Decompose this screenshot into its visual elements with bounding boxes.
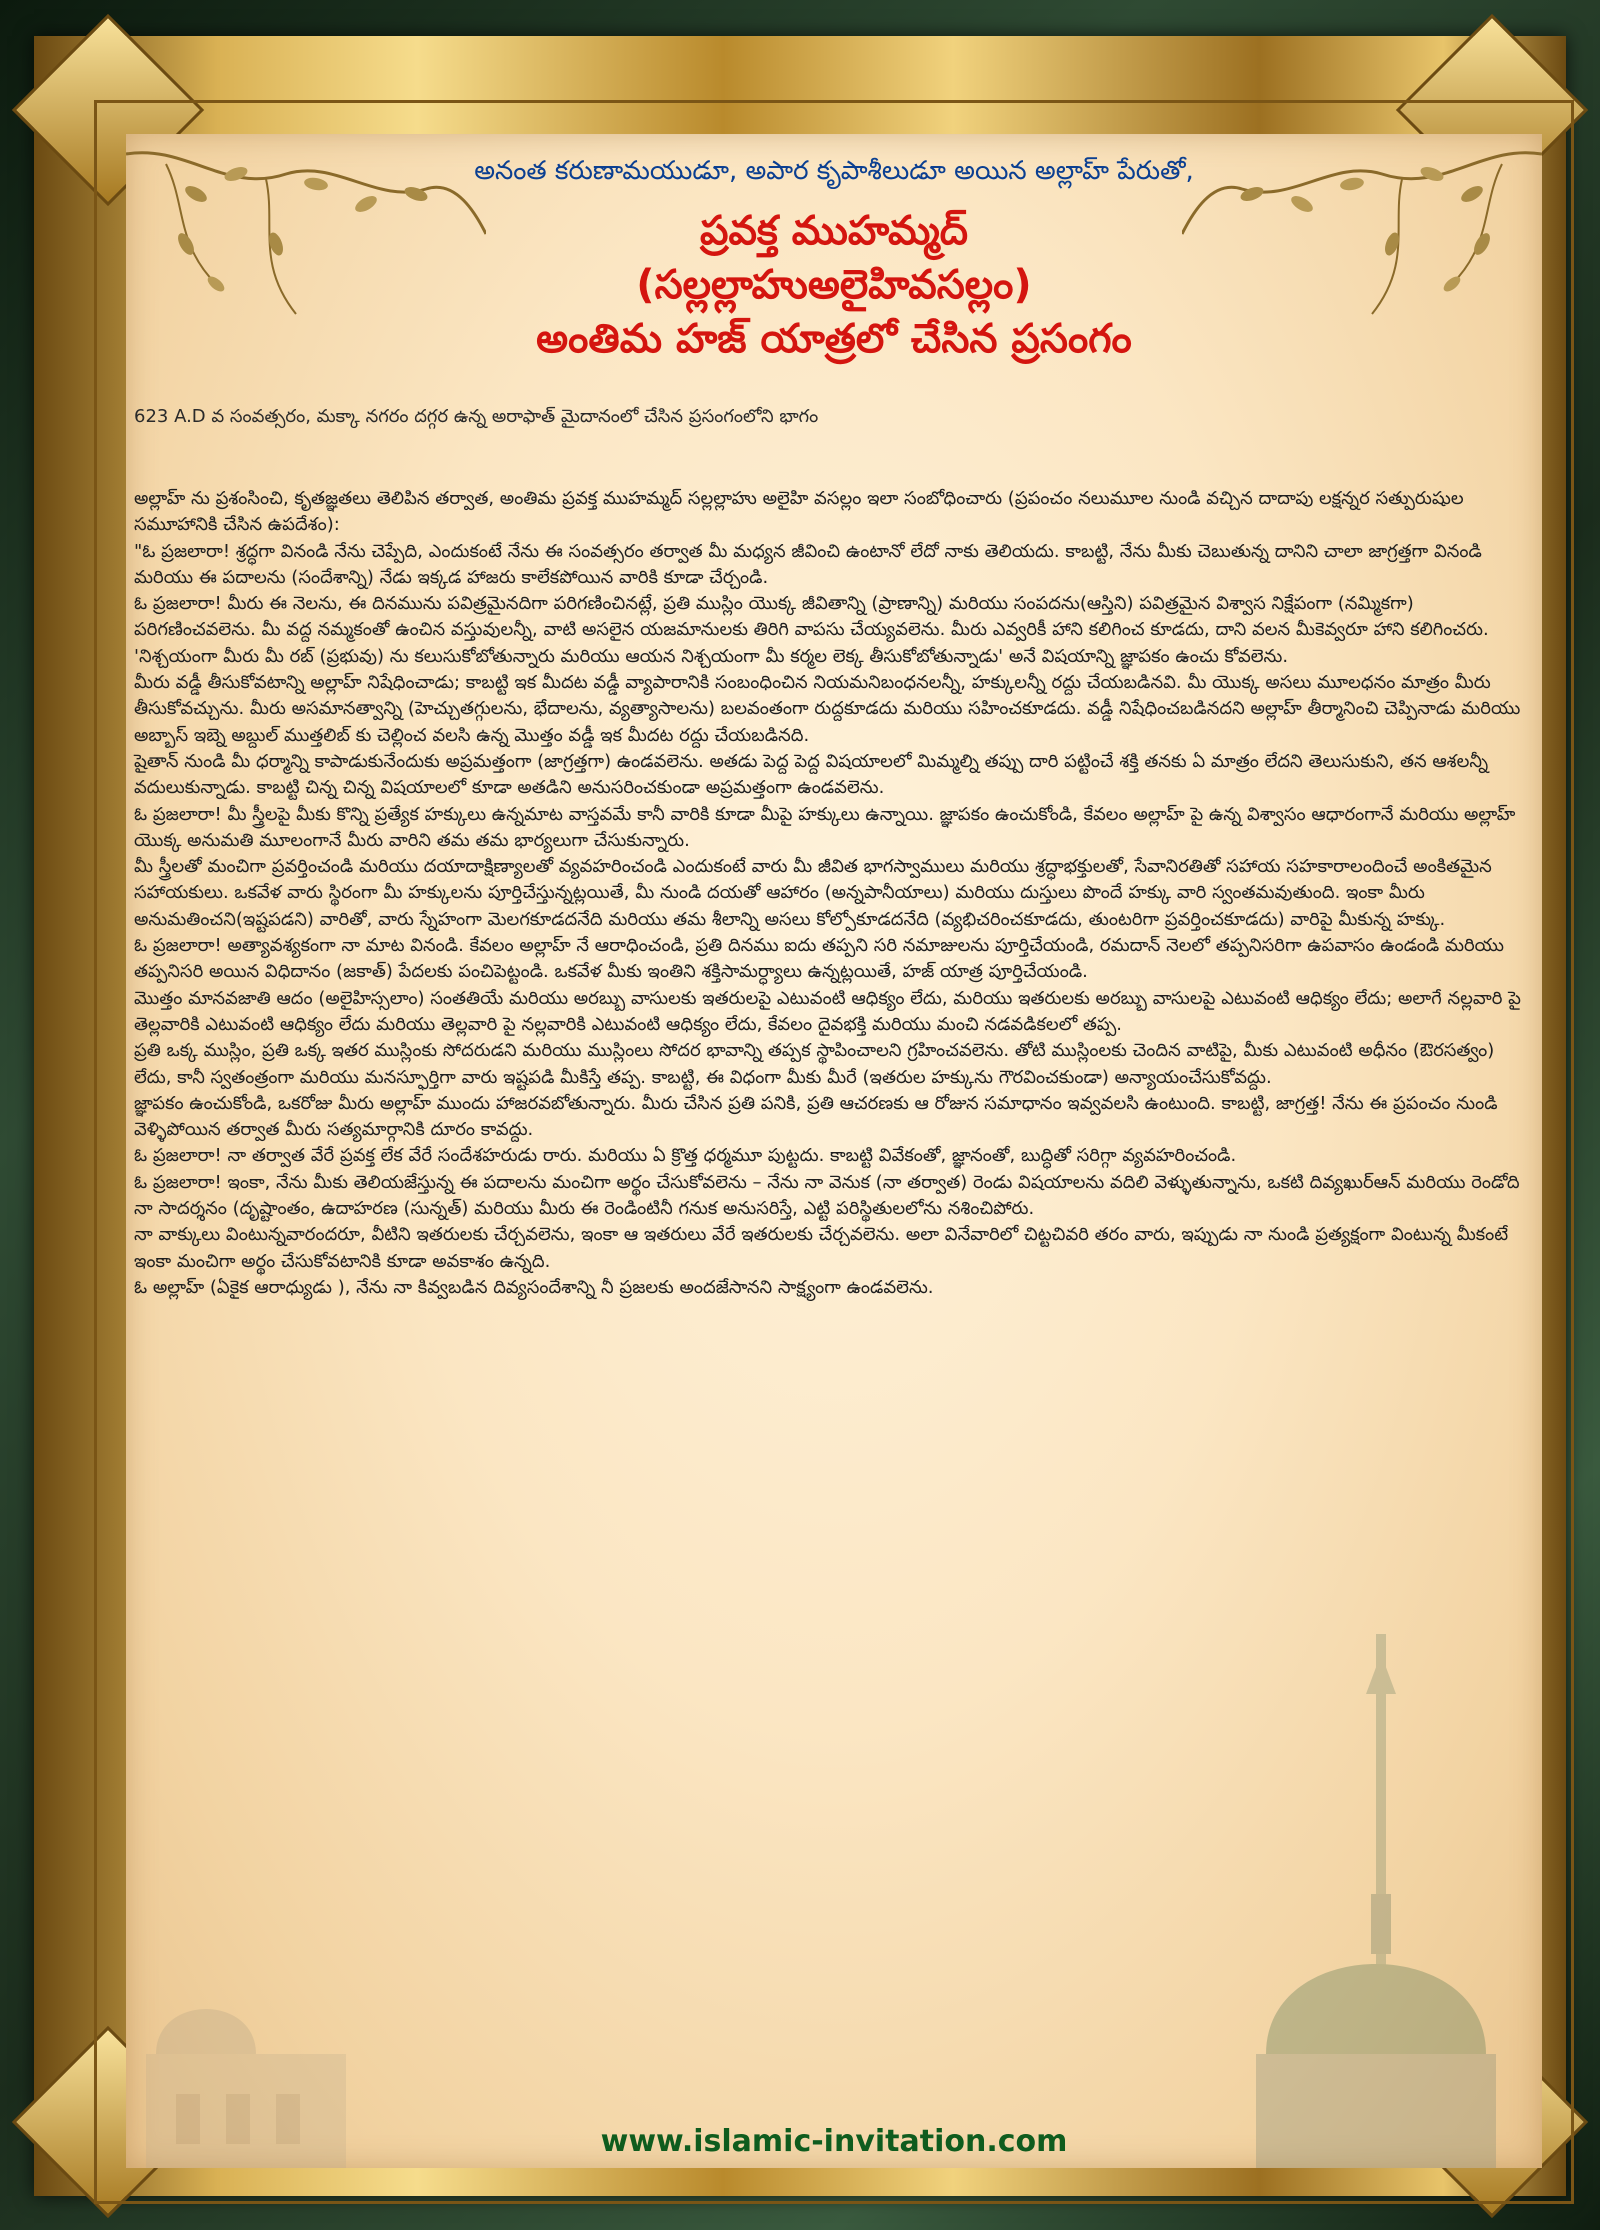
website-link[interactable]: www.islamic-invitation.com [600,2124,1068,2159]
bismillah-line: అనంత కరుణామయుడూ, అపార కృపాశీలుడూ అయిన అల్లాహ్ పేరుతో, [474,156,1194,186]
paragraph: ప్రతి ఒక్క ముస్లిం, ప్రతి ఒక్క ఇతర ముస్లింకు సోదరుడని మరియు ముస్లింలు సోదర భావాన్ని తప్పక స్థాపించాలని గ్రహించవలెను. తోటి ముస్లింలకు చెందిన వాటిపై, మీకు ఎటువంటి అధీనం (ఔరసత్వం) లేదు, కానీ స్వతంత్రంగా మరియు మనస్ఫూర్తిగా వారు ఇష్టపడి మీకిస్తే తప్ప. కాబట్టి, ఈ విధంగా మీకు మీరే (ఇతరుల హక్కును గౌరవించకుండా) అన్యాయంచేసుకోవద్దు. [134,1040,1495,1088]
parchment-panel [126,134,1542,2168]
paragraph: ఓ ప్రజలారా! ఇంకా, నేను మీకు తెలియజేస్తున్న ఈ పదాలను మంచిగా అర్థం చేసుకోవలెను – నేను నా వెనుక (నా తర్వాత) రెండు విషయాలను వదిలి వెళ్ళుతున్నాను, ఒకటి దివ్యఖుర్ఆన్ మరియు రెండోది నా సాదర్శనం (దృష్టాంతం, ఉదాహరణ (సున్నత్) మరియు మీరు ఈ రెండింటినీ గనుక అనుసరిస్తే, ఎట్టి పరిస్థితులలోను నశించిపోరు. [134,1171,1520,1220]
mosque-dome-illustration [1226,1634,1526,2168]
paragraph: ఓ ప్రజలారా! అత్యావశ్యకంగా నా మాట వినండి. కేవలం అల్లాహ్ నే ఆరాధించండి, ప్రతి దినము ఐదు తప్పని సరి నమాజులను పూర్తిచేయండి, రమదాన్ నెలలో తప్పనిసరిగా ఉపవాసం ఉండండి మరియు తప్పనిసరి అయిన విధిదానం (జకాత్) పేదలకు పంచిపెట్టండి. ఒకవేళ మీకు ఇంతిని శక్తిసామర్ధ్యాలు ఉన్నట్లయితే, హజ్ యాత్ర పూర్తిచేయండి. [134,935,1505,983]
title-line-2: (సల్లల్లాహుఅలైహివసల్లం) [636,262,1032,308]
paragraph: అల్లాహ్ ను ప్రశంసించి, కృతజ్ఞతలు తెలిపిన తర్వాత, అంతిమ ప్రవక్త ముహమ్మద్ సల్లల్లాహు అలైహి వసల్లం ఇలా సంబోధించారు (ప్రపంచం నలుమూల నుండి వచ్చిన దాదాపు లక్షన్నర సత్పురుషుల సమూహానికి చేసిన ఉపదేశం): [134,488,1464,536]
paragraph: నా వాక్కులు వింటున్నవారందరూ, వీటిని ఇతరులకు చేర్చవలెను, ఇంకా ఆ ఇతరులు వేరే ఇతరులకు చేర్చవలెను. అలా వినేవారిలో చిట్టచివరి తరం వారు, ఇప్పుడు నా నుండి ప్రత్యక్షంగా వింటున్న మీకంటే ఇంకా మంచిగా అర్థం చేసుకోవటానికి కూడా అవకాశం ఉన్నది. [134,1224,1509,1272]
paragraph: జ్ఞాపకం ఉంచుకోండి, ఒకరోజు మీరు అల్లాహ్ ముందు హాజరవబోతున్నారు. మీరు చేసిన ప్రతి పనికి, ప్రతి ఆచరణకు ఆ రోజున సమాధానం ఇవ్వవలసి ఉంటుంది. కాబట్టి, జాగ్రత్త! నేను ఈ ప్రపంచం నుండి వెళ్ళిపోయిన తర్వాత మీరు సత్యమార్గానికి దూరం కావద్దు. [134,1092,1498,1141]
paragraph: మొత్తం మానవజాతి ఆదం (అలైహిస్సలాం) సంతతియే మరియు అరబ్బు వాసులకు ఇతరులపై ఎటువంటి ఆధిక్యం లేదు, మరియు ఇతరులకు అరబ్బు వాసులపై ఎటువంటి ఆధిక్యం లేదు; అలాగే నల్లవారి పై తెల్లవారికి ఎటువంటి ఆధిక్యం లేదు మరియు తెల్లవారి పై నల్లవారికి ఎటువంటి ఆధిక్యం లేదు, కేవలం దైవభక్తి మరియు మంచి నడవడికలలో తప్ప. [134,987,1521,1035]
paragraph: మీ స్త్రీలతో మంచిగా ప్రవర్తించండి మరియు దయాదాక్షిణ్యాలతో వ్యవహరించండి ఎందుకంటే వారు మీ జీవిత భాగస్వాములు మరియు శ్రద్ధాభక్తులతో, సేవానిరతితో సహాయ సహకారాలందించే అంకితమైన సహాయకులు. ఒకవేళ వారు స్థిరంగా మీ హక్కులను పూర్తిచేస్తున్నట్లయితే, మీ నుండి దయతో ఆహారం (అన్నపానీయాలు) మరియు దుస్తులు పొందే హక్కు వారి స్వంతమవుతుంది. ఇంకా మీరు అనుమతించని(ఇష్టపడని) వారితో, వారు స్నేహంగా మెలగకూడదనేది మరియు తమ శీలాన్ని అసలు కోల్పోకూడదనేది (వ్యభిచరించకూడదు, తుంటరిగా ప్రవర్తించకూడదు) వారిపై మీకున్న హక్కు. [134,856,1492,930]
paragraph: ఓ ప్రజలారా! నా తర్వాత వేరే ప్రవక్త లేక వేరే సందేశహరుడు రారు. మరియు ఏ క్రొత్త ధర్మమూ పుట్టదు. కాబట్టి వివేకంతో, జ్ఞానంతో, బుద్ధితో సరిగ్గా వ్యవహరించండి. [134,1145,1237,1167]
sermon-text [134,486,1526,1301]
title-line-3: అంతిమ హజ్ యాత్రలో చేసిన ప్రసంగం [536,316,1132,362]
paragraph: ఓ అల్లాహ్ (ఏకైక ఆరాధ్యుడు ), నేను నా కివ్వబడిన దివ్యసందేశాన్ని నీ ప్రజలకు అందజేసానని సాక్ష్యంగా ఉండవలెను. [134,1276,934,1298]
gold-frame [34,36,1566,2196]
paragraph: "ఓ ప్రజలారా! శ్రద్ధగా వినండి నేను చెప్పేది, ఎందుకంటే నేను ఈ సంవత్సరం తర్వాత మీ మధ్యన జీవించి ఉంటానో లేదో నాకు తెలియదు. కాబట్టి, నేను మీకు చెబుతున్న దానిని చాలా జాగ్రత్తగా వినండి మరియు ఈ పదాలను (సందేశాన్ని) నేడు ఇక్కడ హాజరు కాలేకపోయిన వారికి కూడా చేర్చండి. [134,540,1482,588]
paragraph: మీరు వడ్డీ తీసుకోవటాన్ని అల్లాహ్ నిషేధించాడు; కాబట్టి ఇక మీదట వడ్డీ వ్యాపారానికి సంబంధించిన నియమనిబంధనలన్నీ, హక్కులన్నీ రద్దు చేయబడినవి. మీ యొక్క అసలు మూలధనం మాత్రం మీరు తీసుకోవచ్చును. మీరు అసమానత్వాన్ని (హెచ్చుతగ్గులను, భేదాలను, వ్యత్యాసాలను) బలవంతంగా రుద్దకూడదు మరియు సహించకూడదు. వడ్డీ నిషేధించబడినదని అల్లాహ్ తీర్మానించి చెప్పినాడు మరియు అబ్బాస్ ఇబ్నె అబ్దుల్ ముత్తలిబ్ కు చెల్లించ వలసి ఉన్న మొత్తం వడ్డీ ఇక మీదట రద్దు చేయబడినది. [134,672,1521,746]
paragraph: షైతాన్ నుండి మీ ధర్మాన్ని కాపాడుకునేందుకు అప్రమత్తంగా (జాగ్రత్తగా) ఉండవలెను. అతడు పెద్ద పెద్ద విషయాలలో మిమ్మల్ని తప్పు దారి పట్టించే శక్తి తనకు ఏ మాత్రం లేదని తెలుసుకుని, తన ఆశలన్నీ వదులుకున్నాడు. కాబట్టి చిన్న చిన్న విషయాలలో కూడా అతడిని అనుసరించకుండా అప్రమత్తంగా ఉండవలెను. [134,750,1489,799]
title-line-1: ప్రవక్త ముహమ్మద్ [700,208,968,254]
intro-line: 623 A.D వ సంవత్సరం, మక్కా నగరం దగ్గర ఉన్న అరాఫాత్ మైదానంలో చేసిన ప్రసంగంలోని భాగం [134,406,819,427]
paragraph: ఓ ప్రజలారా! మీ స్త్రీలపై మీకు కొన్ని ప్రత్యేక హక్కులు ఉన్నమాట వాస్తవమే కానీ వారికి కూడా మీపై హక్కులు ఉన్నాయి. జ్ఞాపకం ఉంచుకోండి, కేవలం అల్లాహ్ పై ఉన్న విశ్వాసం ఆధారంగానే మరియు అల్లాహ్ యొక్క అనుమతి మూలంగానే మీరు వారిని తమ తమ భార్యలుగా చేసుకున్నారు. [134,803,1516,851]
paragraph: ఓ ప్రజలారా! మీరు ఈ నెలను, ఈ దినమును పవిత్రమైనదిగా పరిగణించినట్లే, ప్రతి ముస్లిం యొక్క జీవితాన్ని (ప్రాణాన్ని) మరియు సంపదను(ఆస్తిని) పవిత్రమైన విశ్వాస నిక్షేపంగా (నమ్మికగా) పరిగణించవలెను. మీ వద్ద నమ్మకంతో ఉంచిన వస్తువులన్నీ, వాటి అసలైన యజమానులకు తిరిగి వాపసు చేయ్యవలెను. మీరు ఎవ్వరికీ హాని కలిగించ కూడదు, దాని వలన మీకెవ్వరూ హాని కలిగించరు. 'నిశ్చయంగా మీరు మీ రబ్ (ప్రభువు) ను కలుసుకోబోతున్నారు మరియు ఆయన నిశ్చయంగా మీ కర్మల లెక్క తీసుకోబోతున్నాడు' అనే విషయాన్ని జ్ఞాపకం ఉంచు కోవలెను. [134,593,1489,667]
header [126,152,1542,366]
